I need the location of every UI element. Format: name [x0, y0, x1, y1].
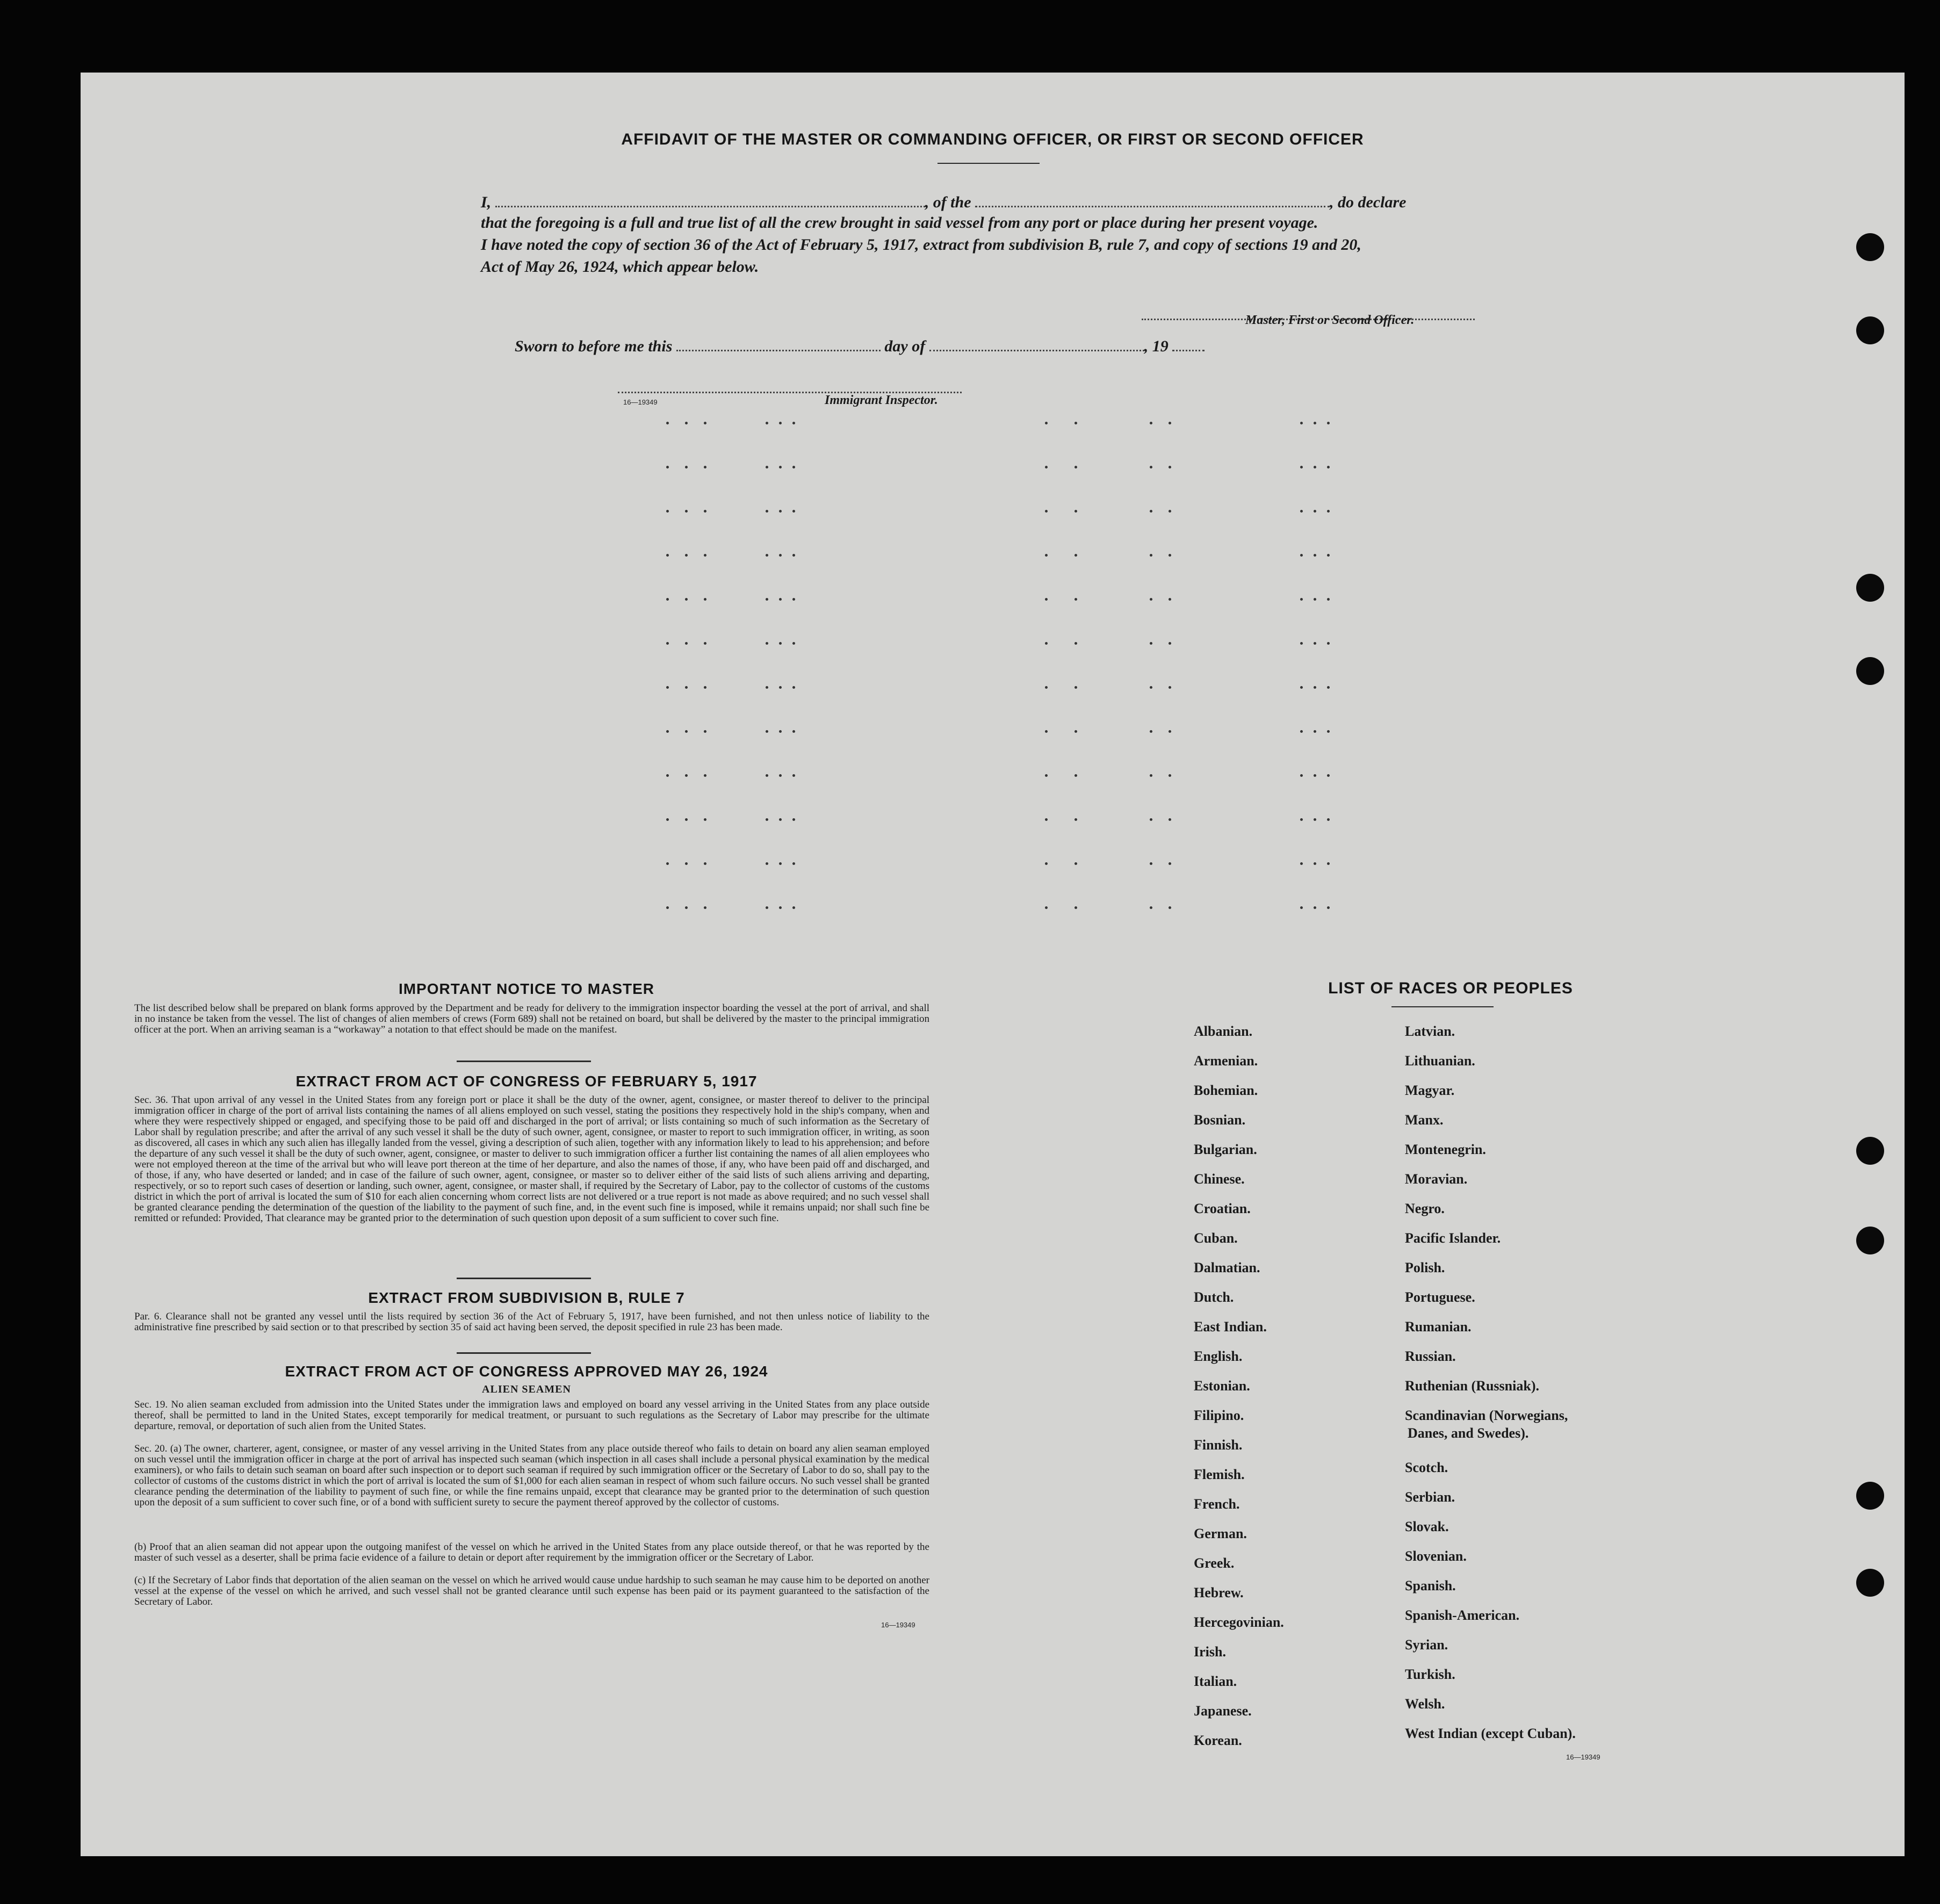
race-item: Slovak.: [1405, 1519, 1449, 1534]
leader-dot: [1300, 686, 1303, 689]
leader-dot: [685, 818, 688, 821]
leader-dot: [792, 466, 795, 468]
leader-dot: [1314, 598, 1316, 601]
race-item: Scotch.: [1405, 1460, 1448, 1475]
punch-hole: [1856, 1569, 1884, 1597]
declarant-prefix: I,: [481, 193, 492, 211]
sworn-month-field[interactable]: [929, 336, 1144, 351]
leader-dot: [1074, 774, 1077, 777]
race-item: Flemish.: [1194, 1467, 1245, 1482]
leader-dot: [1314, 554, 1316, 557]
punch-hole: [1856, 574, 1884, 602]
leader-dot: [766, 686, 768, 689]
leader-dot: [1045, 598, 1048, 601]
notice-title: IMPORTANT NOTICE TO MASTER: [398, 980, 655, 997]
leader-dot: [704, 906, 706, 909]
sworn-year-field[interactable]: [1172, 336, 1205, 351]
leader-dot: [1169, 422, 1171, 424]
leader-dot: [685, 510, 688, 513]
race-item: Bohemian.: [1194, 1083, 1258, 1098]
race-item: Polish.: [1405, 1260, 1445, 1275]
race-item: Armenian.: [1194, 1053, 1258, 1069]
leader-dot: [704, 422, 706, 424]
leader-dot: [685, 554, 688, 557]
leader-dot: [666, 598, 669, 601]
leader-dot: [666, 686, 669, 689]
leader-dot: [779, 686, 782, 689]
leader-dot: [1300, 422, 1303, 424]
leader-dot: [1300, 906, 1303, 909]
leader-dot: [779, 510, 782, 513]
races-form-number: 16—19349: [1566, 1753, 1600, 1761]
leader-dot: [1314, 906, 1316, 909]
leader-dot: [1150, 730, 1152, 733]
race-item: Chinese.: [1194, 1171, 1245, 1187]
leader-dot: [1045, 730, 1048, 733]
leader-dot: [1150, 598, 1152, 601]
race-item: Hebrew.: [1194, 1585, 1244, 1600]
leader-dot: [1314, 818, 1316, 821]
leader-dot: [704, 774, 706, 777]
leader-dot: [779, 862, 782, 865]
leader-dot: [1169, 774, 1171, 777]
master-signature-caption: Master, First or Second Officer.: [1245, 313, 1415, 327]
leader-dot: [1327, 642, 1330, 645]
race-item: Hercegovinian.: [1194, 1614, 1284, 1630]
leader-dot: [704, 818, 706, 821]
leader-dot: [766, 598, 768, 601]
races-rule: [1391, 1006, 1494, 1007]
extract-rule7-title: EXTRACT FROM SUBDIVISION B, RULE 7: [368, 1289, 685, 1306]
affidavit-title: AFFIDAVIT OF THE MASTER OR COMMANDING OFFICER, OR FIRST OR SECOND OFFICER: [621, 131, 1364, 148]
leader-dot: [1314, 422, 1316, 424]
leader-dot: [779, 906, 782, 909]
race-item: Spanish.: [1405, 1578, 1456, 1593]
leader-dot: [1327, 598, 1330, 601]
leader-dot: [1150, 818, 1152, 821]
leader-dot: [704, 510, 706, 513]
sworn-year-prefix: , 19: [1144, 337, 1169, 355]
leader-dot: [704, 598, 706, 601]
race-item: West Indian (except Cuban).: [1405, 1726, 1576, 1741]
leader-dot: [779, 598, 782, 601]
leader-dot: [1045, 510, 1048, 513]
declare-text: , do declare: [1330, 193, 1407, 211]
leader-dot: [1169, 466, 1171, 468]
leader-dot: [792, 422, 795, 424]
race-item: Pacific Islander.: [1405, 1230, 1501, 1246]
leader-dot: [1074, 906, 1077, 909]
leader-dot: [704, 466, 706, 468]
leader-dot: [1300, 642, 1303, 645]
leader-dot: [779, 554, 782, 557]
race-item: Manx.: [1405, 1112, 1444, 1128]
leader-dot: [666, 730, 669, 733]
race-item: Dalmatian.: [1194, 1260, 1260, 1275]
leader-dot: [1074, 642, 1077, 645]
affidavit-form-number: 16—19349: [623, 398, 658, 406]
leader-dot: [666, 554, 669, 557]
leader-dot: [1314, 862, 1316, 865]
extract-1917-rule: [457, 1278, 591, 1279]
leader-dot: [1045, 906, 1048, 909]
leader-dot: [1169, 818, 1171, 821]
leader-dot: [1327, 554, 1330, 557]
race-item: Filipino.: [1194, 1408, 1244, 1423]
leader-dot: [779, 422, 782, 424]
leader-dot: [1300, 554, 1303, 557]
leader-dot: [1327, 686, 1330, 689]
race-item: Rumanian.: [1405, 1319, 1472, 1335]
leader-dot: [1327, 906, 1330, 909]
leader-dot: [1074, 686, 1077, 689]
leader-dot: [704, 642, 706, 645]
leader-dot: [666, 510, 669, 513]
race-item: French.: [1194, 1496, 1240, 1512]
leader-dot: [1150, 686, 1152, 689]
leader-dot: [1327, 818, 1330, 821]
leader-dot: [1045, 422, 1048, 424]
leader-dot: [666, 818, 669, 821]
leader-dot: [792, 554, 795, 557]
leader-dot: [1074, 466, 1077, 468]
race-item: Japanese.: [1194, 1703, 1252, 1719]
leader-dot: [792, 686, 795, 689]
leader-dot: [685, 466, 688, 468]
affidavit-line-1: [481, 192, 1406, 212]
leader-dot: [779, 642, 782, 645]
leader-dot: [1150, 510, 1152, 513]
race-item: Italian.: [1194, 1674, 1237, 1689]
leader-dot: [1327, 422, 1330, 424]
race-item: Negro.: [1405, 1201, 1445, 1216]
leader-dot: [1169, 510, 1171, 513]
leader-dot: [792, 598, 795, 601]
race-item: Irish.: [1194, 1644, 1226, 1660]
leader-dot: [1074, 862, 1077, 865]
race-item: Albanian.: [1194, 1023, 1253, 1039]
race-item: Turkish.: [1405, 1667, 1455, 1682]
extract-1924-sec20b: (b) Proof that an alien seaman did not appear upon the outgoing manifest of the vessel on which he arrived in the United States from any place outside thereof, or that he was reported by the master of such vessel as a deserter, shall be prima facie evidence of a failure to detain or deport after requirement by the immigration officer or the Secretary of Labor.: [134, 1541, 929, 1563]
leader-dot: [766, 422, 768, 424]
leader-dot: [766, 774, 768, 777]
extract-1917-title: EXTRACT FROM ACT OF CONGRESS OF FEBRUARY 5, 1917: [295, 1073, 758, 1090]
leader-dot: [666, 422, 669, 424]
leader-dot: [766, 862, 768, 865]
leader-dot: [1150, 554, 1152, 557]
race-item: German.: [1194, 1526, 1247, 1541]
leader-dot: [685, 422, 688, 424]
document-page: [81, 73, 1905, 1856]
leader-dot: [704, 686, 706, 689]
race-item: Syrian.: [1405, 1637, 1448, 1653]
leader-dot: [766, 818, 768, 821]
leader-dot: [1169, 862, 1171, 865]
leader-dot: [1300, 774, 1303, 777]
race-item: Cuban.: [1194, 1230, 1238, 1246]
punch-hole: [1856, 1137, 1884, 1165]
vessel-prefix: , of the: [925, 193, 971, 211]
leader-dot: [792, 510, 795, 513]
title-rule: [937, 163, 1040, 164]
leader-dot: [792, 818, 795, 821]
extract-1924-form-number: 16—19349: [881, 1621, 915, 1629]
race-item: Korean.: [1194, 1733, 1242, 1748]
leader-dot: [1314, 730, 1316, 733]
leader-dot: [1150, 906, 1152, 909]
affidavit-line-4: Act of May 26, 1924, which appear below.: [481, 258, 759, 276]
race-item: Croatian.: [1194, 1201, 1251, 1216]
leader-dot: [1074, 554, 1077, 557]
leader-dot: [1169, 730, 1171, 733]
leader-dot: [1300, 466, 1303, 468]
leader-dot: [1045, 466, 1048, 468]
leader-dot: [666, 642, 669, 645]
leader-dot: [1300, 730, 1303, 733]
leader-dot: [1074, 818, 1077, 821]
leader-dot: [685, 642, 688, 645]
sworn-day-field[interactable]: [676, 336, 881, 351]
race-item: Russian.: [1405, 1348, 1456, 1364]
leader-dot: [1314, 510, 1316, 513]
leader-dot: [792, 642, 795, 645]
race-item: Ruthenian (Russniak).: [1405, 1378, 1539, 1394]
race-item: Serbian.: [1405, 1489, 1455, 1505]
leader-dot: [766, 642, 768, 645]
leader-dot: [1314, 774, 1316, 777]
leader-dot: [704, 730, 706, 733]
leader-dot: [666, 774, 669, 777]
leader-dot: [685, 774, 688, 777]
leader-dot: [1150, 422, 1152, 424]
leader-dot: [666, 466, 669, 468]
leader-dot: [1045, 774, 1048, 777]
leader-dot: [1074, 598, 1077, 601]
leader-dot: [1300, 598, 1303, 601]
extract-rule7-rule: [457, 1352, 591, 1354]
inspector-caption: Immigrant Inspector.: [825, 393, 938, 407]
race-item: English.: [1194, 1348, 1243, 1364]
leader-dot: [1300, 818, 1303, 821]
race-item: Welsh.: [1405, 1696, 1445, 1712]
leader-dot: [1150, 862, 1152, 865]
leader-dot: [1169, 642, 1171, 645]
leader-dot: [766, 510, 768, 513]
extract-rule7-body: Par. 6. Clearance shall not be granted any vessel until the lists required by section 36 of the Act of February 5, 1917, have been furnished, and not then unless notice of liability to the administrative fine prescribed by said section or to that prescribed by section 35 of said act having been served, the deposit specified in rule 23 has been made.: [134, 1311, 929, 1333]
sworn-line: [515, 336, 1205, 356]
punch-hole: [1856, 316, 1884, 344]
leader-dot: [1327, 774, 1330, 777]
punch-hole: [1856, 1227, 1884, 1254]
leader-dot: [1150, 642, 1152, 645]
leader-dot: [685, 730, 688, 733]
race-item: Danes, and Swedes).: [1408, 1425, 1529, 1441]
leader-dot: [1327, 862, 1330, 865]
leader-dot: [1169, 554, 1171, 557]
leader-dot: [792, 774, 795, 777]
extract-1917-body: Sec. 36. That upon arrival of any vessel in the United States from any foreign port or place it shall be the duty of the owner, agent, consignee, or master thereof to deliver to the principal immigration officer in charge of the port of arrival lists containing the names of all aliens employed on such vessel, stating the positions they respectively hold in the ship's company, when and where they were respectively shipped or engaged, and specifying those to be paid off and discharged in the port of arrival; or lists containing so much of such information as the Secretary of Labor shall by regulation prescribe; and after the arrival of any such vessel it shall be the duty of such owner, agent, consignee, or master to report to such immigration officer, in writing, as soon as discovered, all cases in which any such alien has illegally landed from the vessel, giving a description of such alien, together with any information likely to lead to his apprehension; and before the departure of any such vessel it shall be the duty of such owner, agent, consignee, or master to deliver to such immigration officer a further list containing the names of all alien employees who were not employed thereon at the time of the arrival but who will leave port thereon at the time of her departure, and also the names of those, if any, who have been paid off and discharged, and of those, if any, who have deserted or landed; and in case of the failure of such owner, agent, consignee, or master so to deliver either of the said lists of such aliens arriving and departing, respectively, or so to report such cases of desertion or landing, such owner, agent, consignee, or master shall, if required by the Secretary of Labor, pay to the collector of customs of the customs district in which the port of arrival is located the sum of $10 for each alien concerning whom correct lists are not delivered or a true report is not made as above required; and no such vessel shall be granted clearance pending the determination of the question of the liability to the payment of such fine, and, in the event such fine is imposed, while it remains unpaid; nor shall such fine be remitted or refunded: Provided, That clearance may be granted prior to the determination of such question upon deposit of a sum sufficient to cover such fine.: [134, 1094, 929, 1224]
extract-1924-title: EXTRACT FROM ACT OF CONGRESS APPROVED MAY 26, 1924: [285, 1363, 768, 1380]
punch-hole: [1856, 1482, 1884, 1510]
leader-dot: [792, 730, 795, 733]
leader-dot: [1314, 642, 1316, 645]
race-item: Estonian.: [1194, 1378, 1250, 1394]
races-title: LIST OF RACES OR PEOPLES: [1328, 979, 1573, 997]
race-item: Montenegrin.: [1405, 1142, 1486, 1157]
vessel-name-field[interactable]: [975, 192, 1330, 207]
affidavit-line-2: that the foregoing is a full and true list of all the crew brought in said vessel from any port or place during her present voyage.: [481, 214, 1318, 232]
extract-1924-sec19: Sec. 19. No alien seaman excluded from admission into the United States under the immigration laws and employed on board any vessel arriving in the United States from any place outside thereof, shall be permitted to land in the United States, except temporarily for medical treatment, or pursuant to such regulations as the Secretary of Labor may prescribe for the ultimate departure, removal, or deportation of such alien from the United States.: [134, 1399, 929, 1432]
extract-1924-subtitle: ALIEN SEAMEN: [482, 1383, 571, 1395]
leader-dot: [1169, 906, 1171, 909]
leader-dot: [1045, 818, 1048, 821]
leader-dot: [1074, 510, 1077, 513]
leader-dot: [1074, 730, 1077, 733]
punch-hole: [1856, 657, 1884, 685]
leader-dot: [1327, 510, 1330, 513]
declarant-name-field[interactable]: [495, 192, 925, 207]
race-item: Spanish-American.: [1405, 1607, 1520, 1623]
leader-dot: [1314, 466, 1316, 468]
leader-dot: [1169, 598, 1171, 601]
race-item: Finnish.: [1194, 1437, 1243, 1453]
leader-dot: [779, 730, 782, 733]
race-item: Dutch.: [1194, 1289, 1234, 1305]
leader-dot: [685, 906, 688, 909]
leader-dot: [1045, 642, 1048, 645]
leader-dot: [1327, 466, 1330, 468]
race-item: Bosnian.: [1194, 1112, 1246, 1128]
extract-1924-sec20c: (c) If the Secretary of Labor finds that deportation of the alien seaman on the vessel on which he arrived would cause undue hardship to such seaman he may cause him to be deported on another vessel at the expense of the vessel on which he arrived, and such vessel shall not be granted clearance until such expense has been paid or its payment guaranteed to the satisfaction of the Secretary of Labor.: [134, 1575, 929, 1607]
leader-dot: [685, 598, 688, 601]
race-item: Portuguese.: [1405, 1289, 1475, 1305]
extract-1924-sec20a: Sec. 20. (a) The owner, charterer, agent, consignee, or master of any vessel arriving in the United States from any place outside thereof who fails to detain on board any alien seaman employed on such vessel until the immigration officer in charge at the port of arrival has inspected such seaman (which inspection in all cases shall include a personal physical examination by the medical examiners), or who fails to detain such seaman on board after such inspection or to deport such seaman if required by such immigration officer or the Secretary of Labor to do so, shall pay to the collector of customs of the customs district in which the port of arrival is located the sum of $1,000 for each alien seaman in respect of whom such failure occurs. No such vessel shall be granted clearance pending the determination of the liability to payment of such fine, or while the fine remains unpaid, except that clearance may be granted prior to the determination of such question upon the deposit of a sum sufficient to cover such fine, or of a bond with sufficient surety to secure the payment thereof approved by the collector of customs.: [134, 1443, 929, 1508]
leader-dot: [1300, 510, 1303, 513]
leader-dot: [1169, 686, 1171, 689]
race-item: Moravian.: [1405, 1171, 1468, 1187]
leader-dot: [685, 862, 688, 865]
notice-body: The list described below shall be prepared on blank forms approved by the Department and be ready for delivery to the immigration inspector boarding the vessel at the port of arrival, and shall in no instance be taken from the vessel. The list of changes of alien members of crews (Form 689) shall not be retained on board, but shall be delivered by the master to the principal immigration officer at the port. When an arriving seaman is a “workaway” a notation to that effect should be made on the manifest.: [134, 1003, 929, 1035]
sworn-prefix: Sworn to before me this: [515, 337, 673, 355]
race-item: East Indian.: [1194, 1319, 1267, 1335]
leader-dot: [1045, 862, 1048, 865]
leader-dot: [1314, 686, 1316, 689]
leader-dot: [792, 862, 795, 865]
leader-dot: [779, 818, 782, 821]
leader-dot: [766, 554, 768, 557]
leader-dot: [666, 906, 669, 909]
leader-dot: [766, 466, 768, 468]
notice-rule: [457, 1061, 591, 1062]
race-item: Latvian.: [1405, 1023, 1455, 1039]
leader-dot: [792, 906, 795, 909]
leader-dot: [1327, 730, 1330, 733]
leader-dot: [1300, 862, 1303, 865]
race-item: Greek.: [1194, 1555, 1235, 1571]
leader-dot: [1150, 774, 1152, 777]
leader-dot: [766, 730, 768, 733]
race-item: Slovenian.: [1405, 1548, 1467, 1564]
leader-dot: [1150, 466, 1152, 468]
race-item: Magyar.: [1405, 1083, 1455, 1098]
inspector-signature-field[interactable]: [618, 378, 962, 393]
leader-dot: [1045, 554, 1048, 557]
leader-dot: [704, 862, 706, 865]
leader-dot: [704, 554, 706, 557]
race-item: Bulgarian.: [1194, 1142, 1257, 1157]
affidavit-line-3: I have noted the copy of section 36 of the Act of February 5, 1917, extract from subdivision B, rule 7, and copy of sections 19 and 20,: [481, 236, 1361, 254]
race-item: Scandinavian (Norwegians,: [1405, 1408, 1568, 1423]
leader-dot: [1074, 422, 1077, 424]
leader-dot: [766, 906, 768, 909]
leader-dot: [685, 686, 688, 689]
punch-hole: [1856, 233, 1884, 261]
leader-dot: [1045, 686, 1048, 689]
leader-dot: [779, 774, 782, 777]
leader-dot: [779, 466, 782, 468]
sworn-day-of: day of: [884, 337, 926, 355]
leader-dot: [666, 862, 669, 865]
race-item: Lithuanian.: [1405, 1053, 1475, 1069]
